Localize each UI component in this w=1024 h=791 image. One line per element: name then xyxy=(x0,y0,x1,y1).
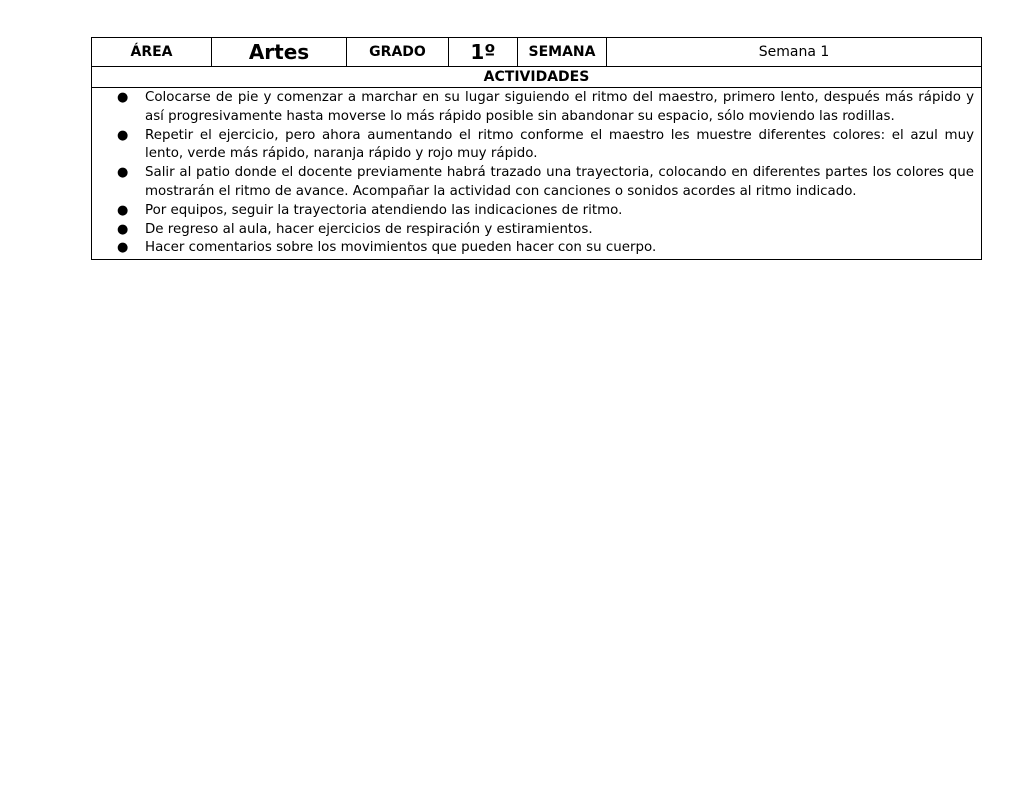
list-item xyxy=(92,127,974,165)
bullet-icon: ● xyxy=(117,240,129,256)
list-item xyxy=(92,239,974,258)
planning-table xyxy=(91,37,982,260)
area-value: Artes xyxy=(212,38,347,67)
list-item xyxy=(92,221,974,240)
bullet-icon: ● xyxy=(117,90,129,105)
semana-label: SEMANA xyxy=(518,38,607,67)
area-label: ÁREA xyxy=(92,38,212,67)
activity-text: Salir al patio donde el docente previamente habrá trazado una trayectoria, colocando en diferentes partes los colores que mostrarán el ritmo de avance. Acompañar la actividad con canciones o sonidos acordes al ritmo indicado. xyxy=(145,165,974,199)
activities-list xyxy=(92,88,981,259)
grado-label: GRADO xyxy=(347,38,449,67)
activity-text: Repetir el ejercicio, pero ahora aumentando el ritmo conforme el maestro les muestre diferentes colores: el azul muy lento, verde más rápido, naranja rápido y rojo muy rápido. xyxy=(145,127,974,162)
activity-text: Colocarse de pie y comenzar a marchar en su lugar siguiendo el ritmo del maestro, primero lento, después más rápido y así progresivamente hasta moverse lo más rápido posible sin abandonar su espacio, sólo moviendo las rodillas. xyxy=(145,90,974,124)
activity-text: De regreso al aula, hacer ejercicios de respiración y estiramientos. xyxy=(145,221,593,237)
bullet-icon: ● xyxy=(117,165,129,181)
grado-value: 1º xyxy=(449,38,518,67)
bullet-icon: ● xyxy=(117,127,129,143)
header-row xyxy=(92,38,982,67)
activities-row xyxy=(92,88,982,260)
activities-cell xyxy=(92,88,982,260)
list-item xyxy=(92,89,974,127)
bullet-icon: ● xyxy=(117,202,129,218)
list-item xyxy=(92,202,974,221)
list-item xyxy=(92,164,974,202)
bullet-icon: ● xyxy=(117,221,129,237)
activities-header-row xyxy=(92,67,982,88)
activity-text: Por equipos, seguir la trayectoria atendiendo las indicaciones de ritmo. xyxy=(145,202,623,218)
activity-text: Hacer comentarios sobre los movimientos que pueden hacer con su cuerpo. xyxy=(145,240,657,256)
activities-title: ACTIVIDADES xyxy=(92,67,982,88)
semana-value: Semana 1 xyxy=(607,38,982,67)
